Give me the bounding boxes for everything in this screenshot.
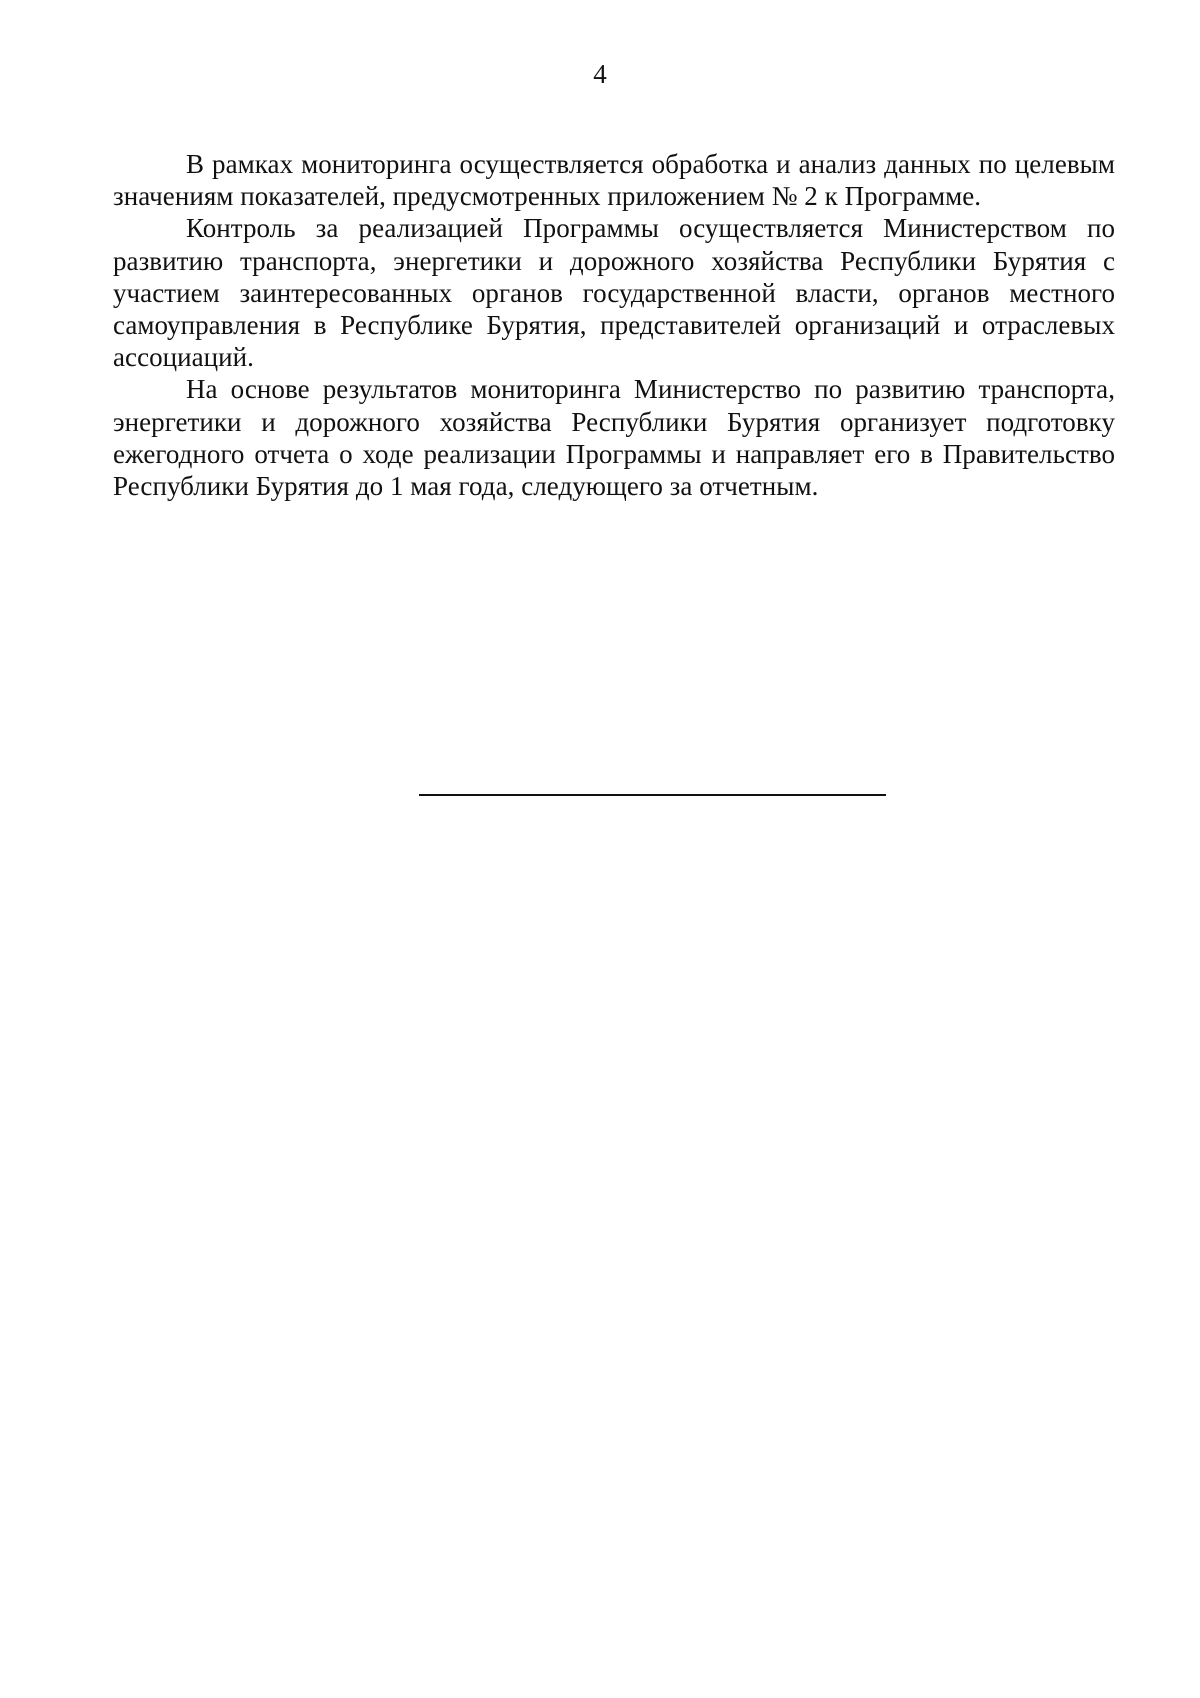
paragraph-annual-report: На основе результатов мониторинга Министерство по развитию транспорта, энергетики и дорожного хозяйства Республики Бурятия организует подготовку ежегодного отчета о ходе реализации Программы и направляет его в Правительство Республики Бурятия до 1 мая года, следующего за отчетным. [113,374,1115,502]
paragraph-monitoring: В рамках мониторинга осуществляется обработка и анализ данных по целевым значениям показателей, предусмотренных приложением № 2 к Программе. [113,149,1115,212]
paragraph-control: Контроль за реализацией Программы осуществляется Министерством по развитию транспорта, энергетики и дорожного хозяйства Республики Бурятия с участием заинтересованных органов государственной власти, органов местного самоуправления в Республике Бурятия, представителей организаций и отраслевых ассоциаций. [113,213,1115,373]
page-number: 4 [593,59,607,89]
end-of-text-divider [419,794,886,796]
body-text [113,148,1115,502]
